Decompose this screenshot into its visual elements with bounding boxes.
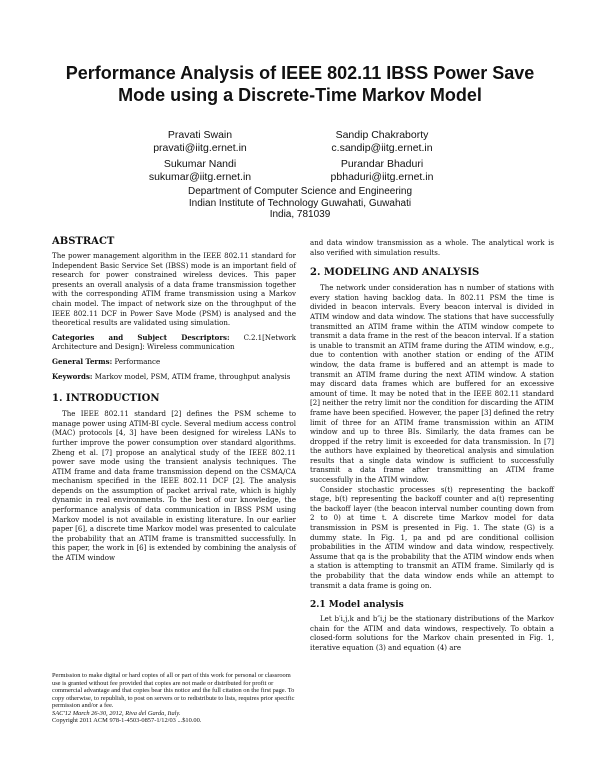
author-1	[100, 129, 300, 155]
author-email: pbhaduri@iitg.ernet.in	[330, 171, 434, 183]
affiliation-line-3: India, 781039	[269, 209, 331, 220]
categories-label: Categories and Subject Descriptors:	[52, 332, 230, 342]
author-name: Pravati Swain	[167, 129, 233, 141]
introduction-body: The IEEE 802.11 standard [2] defines the PSM scheme to manage power using ATIM-BI cycle. Several medium access control (MAC) protocols [4, 3] have been designed for wireless LANs to further improve the power consumption over standard algorithms. Zheng et al. [7] propose an analytical study of the IEEE 802.11 power save mode using the transient analysis techniques. The ATIM frame and data frame transmission depend on the CSMA/CA mechanism specified in the IEEE 802.11 DCF [2]. The analysis depends on the assumption of packet arrival rate, which is highly dynamic in real environments. To the best of our knowledge, the performance analysis of data communication in IBSS PSM using Markov model is not available in existing literature. In our earlier paper [6], a discrete time Markov model was presented to calculate the probability that an ATIM frame is transmitted successfully. In this paper, the work in [6] is extended by combining the analysis of the ATIM window	[52, 409, 296, 563]
terms-label: General Terms:	[52, 356, 113, 366]
right-column	[310, 238, 554, 653]
model-analysis-heading: 2.1 Model analysis	[310, 600, 404, 611]
categories	[52, 333, 296, 352]
introduction-continued: and data window transmission as a whole. The analytical work is also verified with simulation results.	[310, 238, 554, 257]
title-line-2: Mode using a Discrete-Time Markov Model	[118, 85, 482, 105]
introduction-heading: 1. INTRODUCTION	[52, 393, 160, 405]
author-email: pravati@iitg.ernet.in	[153, 142, 247, 154]
paper-title	[40, 62, 560, 106]
title-line-1: Performance Analysis of IEEE 802.11 IBSS Power Save	[65, 63, 535, 83]
author-email: c.sandip@iitg.ernet.in	[331, 142, 433, 154]
model-analysis-paragraph: Let b′i,j,k and b″i,j be the stationary distributions of the Markov chain for the ATIM and data windows, respectively. To obtain a closed-form solutions for the Markov chain presented in Fig. 1, iterative equation (3) and equation (4) are	[310, 614, 554, 652]
author-2	[282, 129, 482, 155]
author-4	[282, 158, 482, 184]
general-terms	[52, 357, 296, 367]
terms-text: Performance	[114, 356, 161, 366]
author-name: Sandip Chakraborty	[335, 129, 429, 141]
author-name: Purandar Bhaduri	[340, 158, 424, 170]
abstract-heading: ABSTRACT	[52, 236, 115, 247]
copyright-text: Copyright 2011 ACM 978-1-4503-0857-1/12/03 ...$10.00.	[52, 717, 202, 724]
abstract-body: The power management algorithm in the IEEE 802.11 standard for Independent Basic Service Set (IBSS) mode is an important field of research for power constrained wireless devices. This paper presents an overall analysis of a data frame transmission together with the corresponding ATIM frame transmission using a Markov chain model. The impact of network size on the throughput of the IEEE 802.11 DCF in Power Save Mode (PSM) is analysed and the theoretical results are validated using simulation.	[52, 251, 296, 328]
keywords	[52, 372, 296, 382]
modeling-paragraph-2: Consider stochastic processes s(t) representing the backoff stage, b(t) representing the backoff counter and a(t) representing the backoff layer (the beacon interval number counting down from 2 to 0) at time t. A discrete time Markov model for data transmission in PSM is presented in Fig. 1. The state (G) is a dummy state. In Fig. 1, pa and pd are conditional collision probabilities in the ATIM window and data window, respectively. Assume that qa is the probability that the ATIM window ends when a station is attempting to transmit an ATIM frame. Similarly qd is the probability that the data window ends while an attempt to transmit a data frame is going on.	[310, 484, 554, 590]
affiliation-line-2: Indian Institute of Technology Guwahati, Guwahati	[188, 197, 412, 209]
categories-text: C.2.1[Network Architecture and Design]: Wireless communication	[52, 332, 296, 352]
venue-text: SAC'12 March 26-30, 2012, Riva del Garda, Italy.	[52, 709, 181, 717]
permission-block	[52, 672, 296, 725]
modeling-paragraph-1: The network under consideration has n number of stations with every station having backlog data. In 802.11 PSM the time is divided in beacon intervals. Every beacon interval is divided in ATIM window and data window. The stations that have successfully transmitted an ATIM frame within the ATIM window compete to transmit a data frame in the rest of the beacon interval. If a station is unable to transmit an ATIM frame during the ATIM window, e.g., due to contention with another station or ending of the ATIM window, the data frame is buffered and an attempt is made to transmit an ATIM frame during the next ATIM window. A station may discard data frames which are buffered for an excessive amount of time. It may be noted that in the IEEE 802.11 standard [2] neither the retry limit nor the condition for discarding the ATIM frame have been specified. However, the paper [3] defined the retry limit of three for an ATIM frame transmission within an ATIM window and up to three BIs. Similarly, the data frames can be dropped if the retry limit is exceeded for data transmission. In [7] the authors have explained by theoretical analysis and simulation results that a single data window is sufficient to successfully transmit a data frame after transmitting an ATIM frame successfully in the ATIM window.	[310, 283, 554, 485]
author-email: sukumar@iitg.ernet.in	[148, 171, 252, 183]
affiliation	[150, 186, 450, 221]
left-column	[52, 236, 296, 563]
affiliation-line-1: Department of Computer Science and Engineering	[187, 186, 413, 197]
modeling-heading: 2. MODELING AND ANALYSIS	[310, 267, 480, 279]
keywords-label: Keywords:	[52, 371, 93, 381]
author-3	[100, 158, 300, 184]
permission-text: Permission to make digital or hard copies of all or part of this work for personal or classroom use is granted without fee provided that copies are not made or distributed for profit or commercial advantage and that copies bear this notice and the full citation on the first page. To copy otherwise, to republish, to post on servers or to redistribute to lists, requires prior specific permission and/or a fee.	[52, 672, 295, 709]
author-name: Sukumar Nandi	[163, 158, 237, 170]
keywords-text: Markov model, PSM, ATIM frame, throughput analysis	[94, 371, 291, 381]
